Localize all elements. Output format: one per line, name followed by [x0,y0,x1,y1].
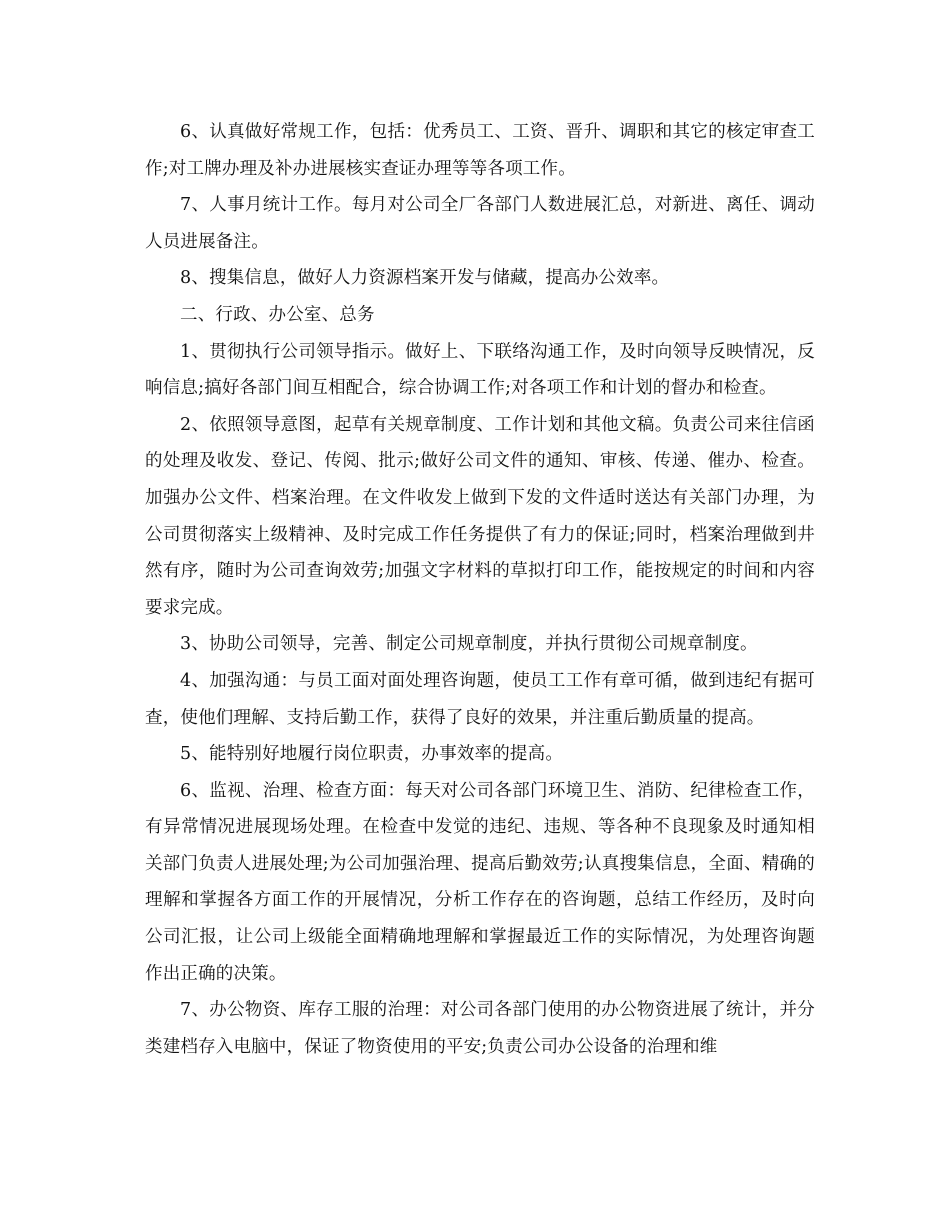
paragraph-leadership-instructions: 1、贯彻执行公司领导指示。做好上、下联络沟通工作，及时向领导反映情况，反响信息;搞好各部门间互相配合，综合协调工作;对各项工作和计划的督办和检查。 [145,341,815,399]
section-heading-admin: 二、行政、办公室、总务 [180,304,375,325]
paragraph-document-drafting: 2、依照领导意图，起草有关规章制度、工作计划和其他文稿。负责公司来往信函的处理及收发、登记、传阅、批示;做好公司文件的通知、审核、传递、催办、检查。加强办公文件、档案治理。在文件收发上做到下发的文件适时送达有关部门办理，为公司贯彻落实上级精神、及时完成工作任务提供了有力的保证;同时，档案治理做到井然有序，随时为公司查询效劳;加强文字材料的草拟打印工作，能按规定的时间和内容要求完成。 [145,414,815,618]
paragraph-collect-information: 8、搜集信息，做好人力资源档案开发与储藏，提高办公效率。 [180,268,670,289]
paragraph-monthly-statistics: 7、人事月统计工作。每月对公司全厂各部门人数进展汇总，对新进、离任、调动人员进展备注。 [145,195,815,252]
paragraph-supervision: 6、监视、治理、检查方面：每天对公司各部门环境卫生、消防、纪律检查工作，有异常情况进展现场处理。在检查中发觉的违纪、违规、等各种不良现象及时通知相关部门负责人进展处理;为公司加强治理、提高后勤效劳;认真搜集信息，全面、精确的理解和掌握各方面工作的开展情况，分析工作存在的咨询题，总结工作经历，及时向公司汇报，让公司上级能全面精确地理解和掌握最近工作的实际情况，为处理咨询题作出正确的决策。 [145,780,815,984]
paragraph-office-supplies: 7、办公物资、库存工服的治理：对公司各部门使用的办公物资进展了统计，并分类建档存入电脑中，保证了物资使用的平安;负责公司办公设备的治理和维 [145,1000,815,1057]
paragraph-job-duties: 5、能特别好地履行岗位职责，办事效率的提高。 [180,744,564,765]
paragraph-regulations: 3、协助公司领导，完善、制定公司规章制度，并执行贯彻公司规章制度。 [180,634,758,655]
paragraph-communication: 4、加强沟通：与员工面对面处理咨询题，使员工工作有章可循，做到违纪有据可查，使他们理解、支持后勤工作，获得了良好的效果，并注重后勤质量的提高。 [145,670,815,728]
document-body [145,114,815,1065]
paragraph-regular-work: 6、认真做好常规工作，包括：优秀员工、工资、晋升、调职和其它的核定审查工作;对工牌办理及补办进展核实查证办理等等各项工作。 [145,122,815,179]
